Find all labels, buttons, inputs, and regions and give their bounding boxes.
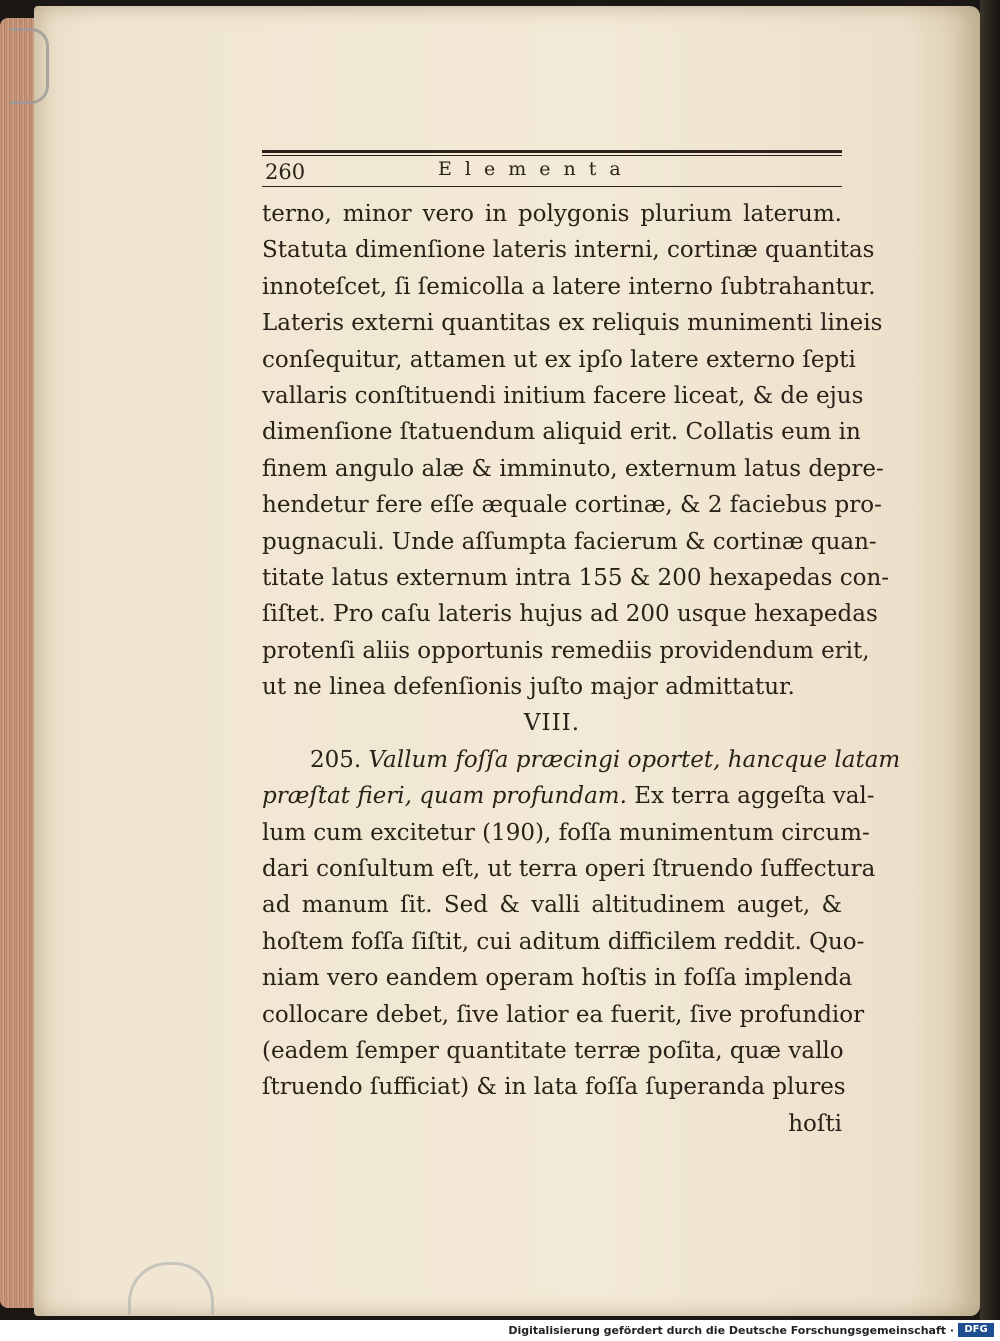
text-line: Statuta dimenſione lateris interni, cortinæ quantitas (262, 237, 875, 264)
text-line: terno, minor vero in polygonis plurium laterum. (262, 201, 842, 227)
text-line: hoſtem foſſa ſiſtit, cui aditum difficilem reddit. Quo- (262, 928, 865, 955)
header-rule-thick (262, 150, 842, 153)
paragraph-number: 205. (310, 746, 362, 773)
header-rule-bottom (262, 186, 842, 187)
text-line: collocare debet, ſive latior ea fuerit, ſive profundior (262, 1001, 865, 1028)
text-line: protenſi aliis opportunis remediis providendum erit, (262, 637, 870, 664)
text-line: ut ne linea defenſionis juſto major admittatur. (262, 674, 795, 701)
text-line: innoteſcet, ſi ſemicolla a latere interno ſubtrahantur. (262, 273, 876, 300)
gutter-shadow (980, 0, 1000, 1320)
text-line: ad manum ſit. Sed & valli altitudinem auget, & (262, 892, 842, 919)
book-page-edges (0, 18, 38, 1308)
italic-thesis-continued: præſtat fieri, quam profundam. (262, 783, 627, 810)
paper-clip-top (10, 28, 49, 104)
text-line: dimenſione ſtatuendum aliquid erit. Collatis eum in (262, 419, 861, 446)
text-line: hendetur fere eſſe æquale cortinæ, & 2 faciebus pro- (262, 492, 882, 519)
text-line: pugnaculi. Unde aſſumpta facierum & cortinæ quan- (262, 528, 877, 555)
text-line: niam vero eandem operam hoſtis in foſſa implenda (262, 965, 853, 992)
text-line: titate latus externum intra 155 & 200 hexapedas con- (262, 564, 890, 591)
dfg-logo: DFG (958, 1323, 994, 1337)
running-head: Elementa (438, 158, 634, 180)
paragraph-first-line (262, 742, 901, 778)
page-number: 260 (265, 160, 306, 184)
text-line: lum cum excitetur (190), foſſa munimentum circum- (262, 819, 870, 846)
digitization-credit: Digitalisierung gefördert durch die Deutsche Forschungsgemeinschaft · (508, 1324, 954, 1337)
text-line: finem angulo alæ & imminuto, externum latus depre- (262, 455, 884, 482)
italic-thesis: Vallum foſſa præcingi oportet, hancque latam (368, 746, 901, 773)
text-span: Ex terra aggeſta val- (634, 783, 875, 810)
text-line: conſequitur, attamen ut ex ipſo latere externo ſepti (262, 346, 856, 373)
text-line: dari conſultum eſt, ut terra operi ſtruendo ſuffectura (262, 856, 876, 883)
paragraph-second-line (262, 778, 875, 814)
text-line: vallaris conſtituendi initium facere liceat, & de ejus (262, 382, 864, 409)
section-heading: VIII. (523, 710, 581, 737)
text-line: ſtruendo ſufficiat) & in lata foſſa ſuperanda plures (262, 1074, 846, 1101)
header-rule-thin (262, 155, 842, 156)
text-line: (eadem ſemper quantitate terræ poſita, quæ vallo (262, 1037, 844, 1064)
text-line: ſiſtet. Pro caſu lateris hujus ad 200 usque hexapedas (262, 601, 878, 628)
catchword: hoſti (788, 1110, 842, 1137)
text-line: Lateris externi quantitas ex reliquis munimenti lineis (262, 310, 883, 337)
body-text (262, 196, 901, 1142)
